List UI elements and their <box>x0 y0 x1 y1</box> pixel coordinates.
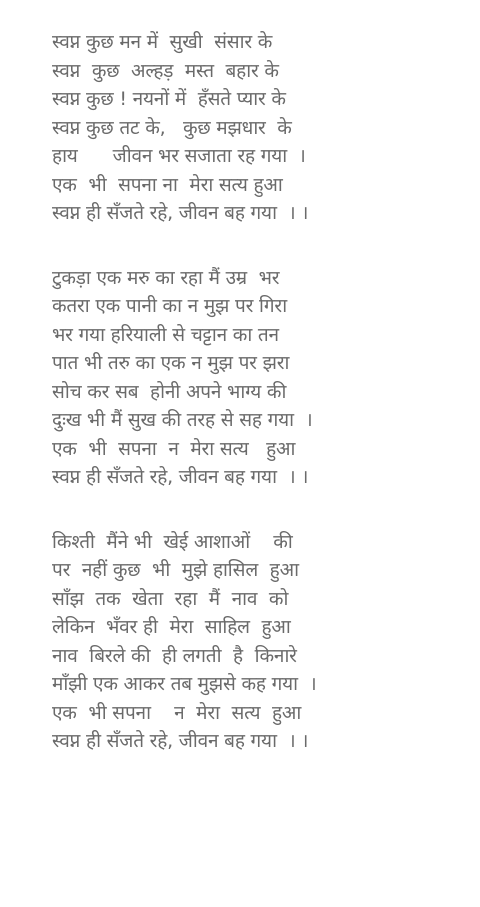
poem-line: एक भी सपना ना मेरा सत्य हुआ <box>52 173 283 196</box>
poem-line: साँझ तक खेता रहा मैं नाव को <box>52 587 289 610</box>
poem-line: भर गया हरियाली से चट्टान का तन <box>52 323 279 346</box>
poem-line: स्वप्न ही सँजते रहे, जीवन बह गया । । <box>52 730 309 752</box>
stanza-2 <box>52 264 472 492</box>
poem-line: टुकड़ा एक मरु का रहा मैं उम्र भर <box>52 266 280 289</box>
poem-line: स्वप्न कुछ तट के, कुछ मझधार के <box>52 116 292 139</box>
poem-line: स्वप्न ही सँजते रहे, जीवन बह गया । । <box>52 202 309 224</box>
stanza-3 <box>52 528 472 756</box>
poem-line: पर नहीं कुछ भी मुझे हासिल हुआ <box>52 559 299 581</box>
poem-line: पात भी तरु का एक न मुझ पर झरा <box>52 352 290 374</box>
poem-line: स्वप्न ही सँजते रहे, जीवन बह गया । । <box>52 466 309 488</box>
poem-body <box>52 28 472 756</box>
poem-line: स्वप्न कुछ ! नयनों में हँसते प्यार के <box>52 88 286 110</box>
poem-line: लेकिन भँवर ही मेरा साहिल हुआ <box>52 616 291 638</box>
stanza-1 <box>52 28 472 228</box>
poem-line: माँझी एक आकर तब मुझसे कह गया । <box>52 673 317 695</box>
poem-line: दुःख भी मैं सुख की तरह से सह गया । <box>52 409 313 431</box>
poem-line: कतरा एक पानी का न मुझ पर गिरा <box>52 295 287 317</box>
poem-line: स्वप्न कुछ मन में सुखी संसार के <box>52 31 273 53</box>
poem-line: हाय जीवन भर सजाता रह गया । <box>52 145 306 167</box>
poem-line: स्वप्न कुछ अल्हड़ मस्त बहार के <box>52 59 279 82</box>
poem-line: सोच कर सब होनी अपने भाग्य की <box>52 380 287 403</box>
poem-line: नाव बिरले की ही लगती है किनारे <box>52 644 297 667</box>
poem-line: एक भी सपना न मेरा सत्य हुआ <box>52 701 302 724</box>
poem-line: किश्ती मैंने भी खेई आशाओं की <box>52 530 293 553</box>
poem-line: एक भी सपना न मेरा सत्य हुआ <box>52 437 296 460</box>
